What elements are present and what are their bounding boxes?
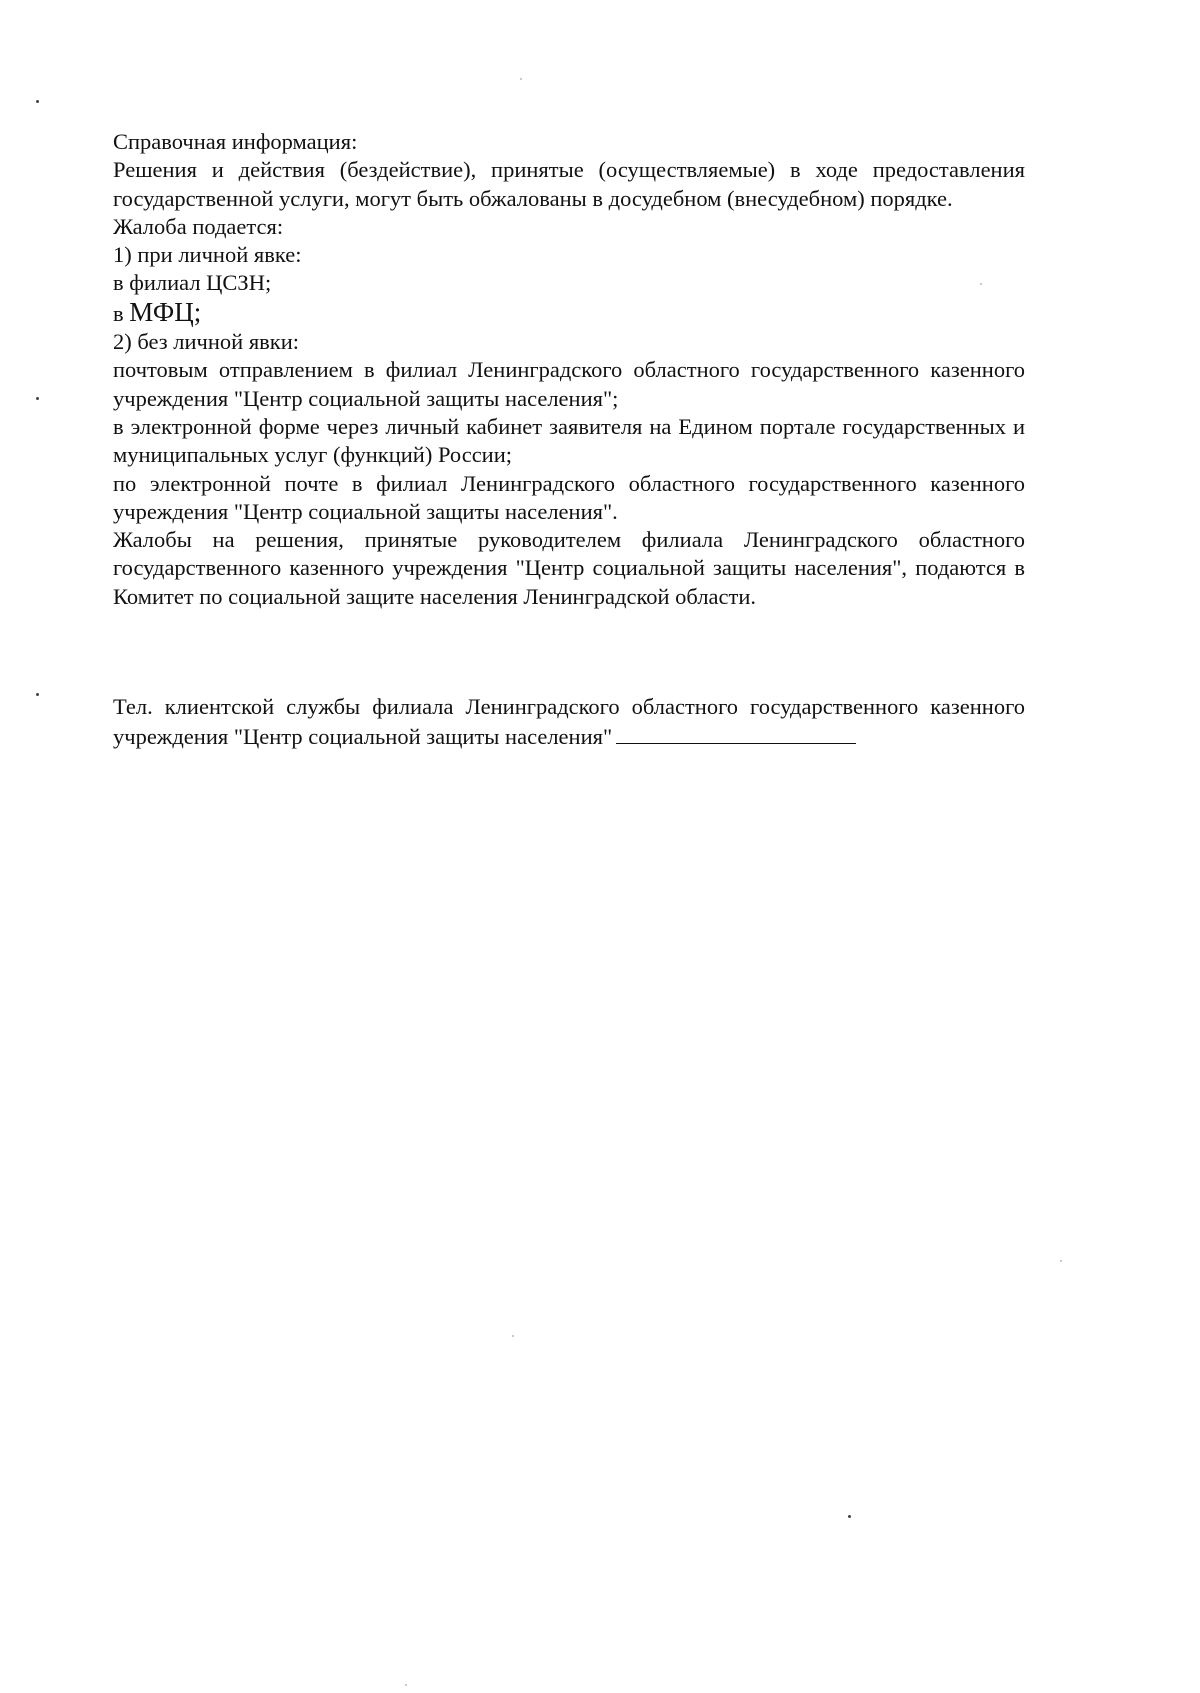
scan-speck [36,397,39,400]
in-person-title: 1) при личной явке: [113,242,302,268]
remote-portal-item: в электронной форме через личный кабинет заявителя на Едином портале государственных и муниципальных услуг (функций) России; [113,413,1025,468]
mfc-prefix: в [113,300,130,326]
section-heading: Справочная информация: [113,129,358,154]
scan-speck [405,1684,407,1686]
remote-title: 2) без личной явки: [113,329,300,355]
in-person-branch: в филиал ЦСЗН; [113,270,272,296]
document-body [113,128,1025,752]
phone-blank-field [616,721,856,744]
scan-speck [520,78,522,80]
scan-speck [512,1335,514,1337]
phone-line [113,693,1025,752]
intro-paragraph: Решения и действия (бездействие), принятые (осуществляемые) в ходе предоставления государственной услуги, могут быть обжалованы в досудебном (внесудебном) порядке. [113,157,1025,211]
scan-speck [1060,1260,1062,1262]
appeal-note-paragraph: Жалобы на решения, принятые руководителем филиала Ленинградского областного государственного казенного учреждения "Центр социальной защиты населения", подаются в Комитет по социальной защите населения Ленинградской области. [113,527,1025,609]
remote-email-item: по электронной почте в филиал Ленинградского областного государственного казенного учреждения "Центр социальной защиты населения". [113,470,1025,524]
mfc-label: МФЦ; [129,296,202,327]
scan-speck [36,693,39,696]
in-person-mfc [113,298,1025,328]
scan-speck [848,1515,851,1518]
scan-speck [36,100,39,103]
complaint-filed-label: Жалоба подается: [113,213,284,239]
remote-mail-item: почтовым отправлением в филиал Ленинградского областного государственного казенного учреждения "Центр социальной защиты населения"; [113,357,1025,411]
phone-label: Тел. клиентской службы филиала Ленинградского областного государственного казенного учреждения "Центр социальной защиты населения" [113,694,1025,750]
section-gap [113,611,1025,693]
